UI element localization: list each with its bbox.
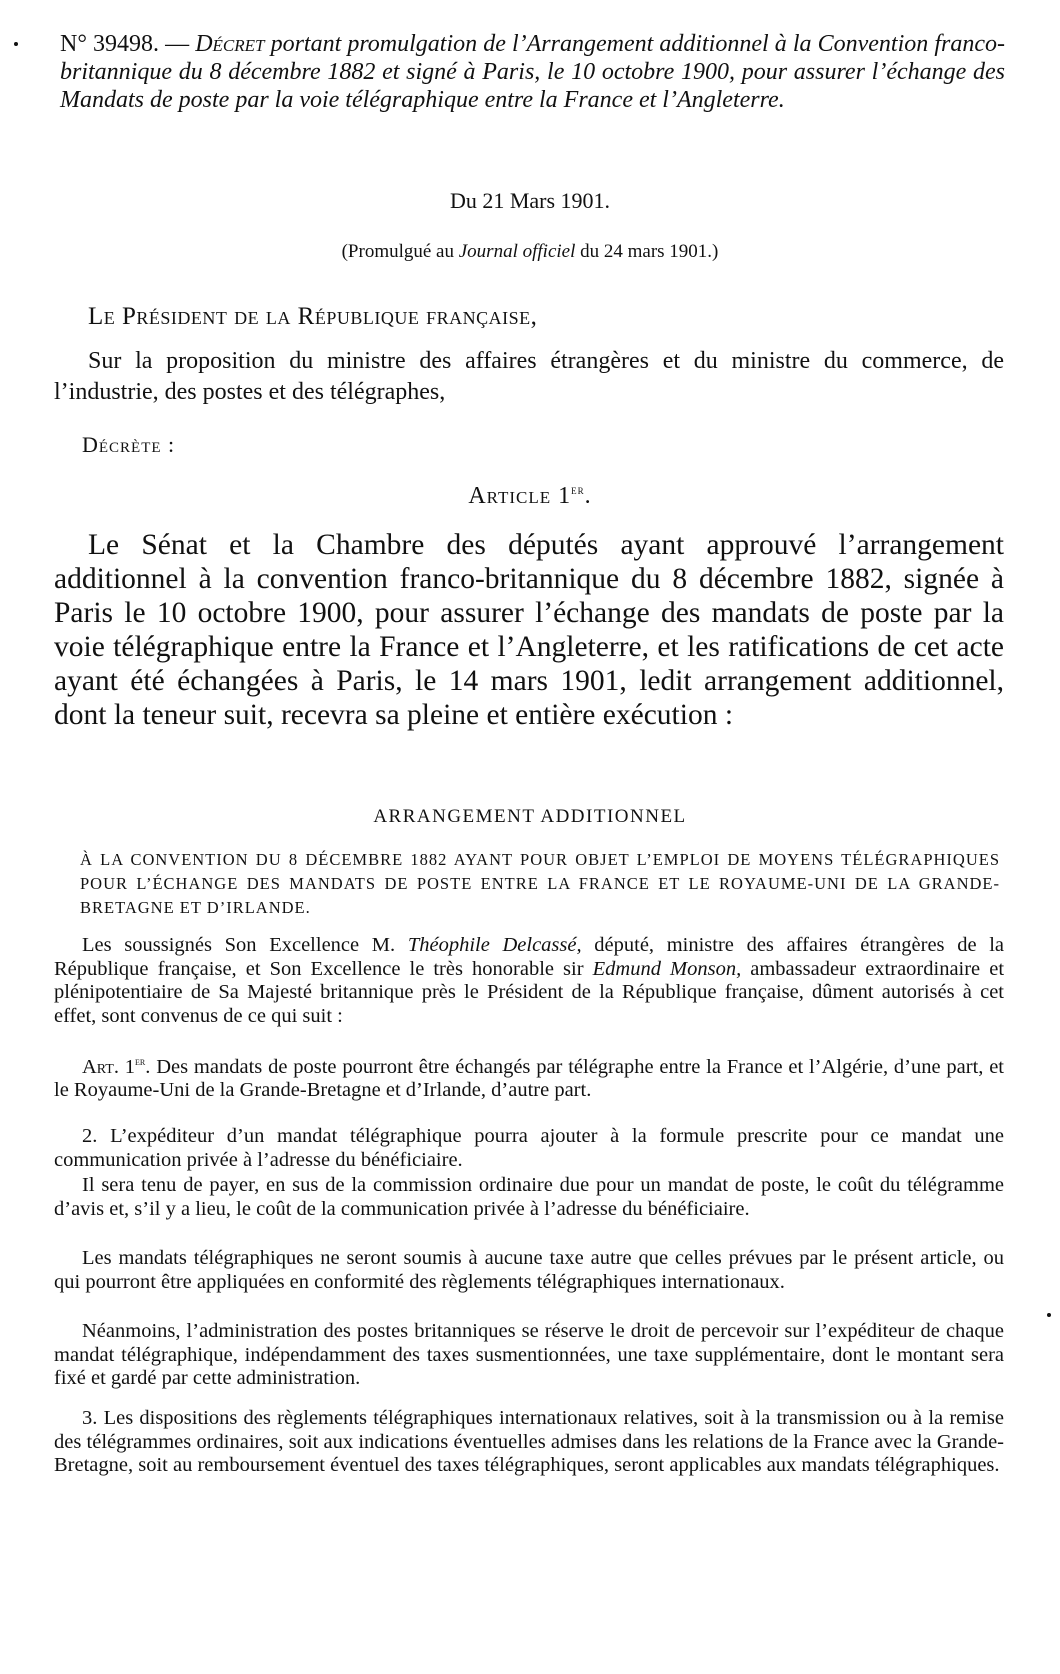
- article-1-body: Le Sénat et la Chambre des députés ayant approuvé l’arrangement additionnel à la convention franco-britannique du 8 décembre 1882, signée à Paris le 10 octobre 1900, pour assurer l’échange des mandats de poste par la voie télégraphique entre la France et l’Angleterre, et les ratifications de cet acte ayant été échangées à Paris, le 14 mars 1901, ledit arrangement additionnel, dont la teneur suit, recevra sa pleine et entière exécution :: [54, 529, 1004, 731]
- art-2-paragraph-4: Néanmoins, l’administration des postes britanniques se réserve le droit de percevoir sur l’expéditeur de chaque mandat télégraphique, indépendamment des taxes susmentionnées, une taxe supplémentaire, dont le montant sera fixé et gardé par cette administration.: [54, 1320, 1004, 1389]
- decree-heading: [60, 30, 1005, 114]
- promulgation-suffix: du 24 mars 1901.): [580, 241, 719, 262]
- article-1-end: .: [584, 483, 592, 509]
- art-2-paragraph-1: 2. L’expéditeur d’un mandat télégraphique pourra ajouter à la formule prescrite pour ce mandat une communication privée à l’adresse du bénéficiaire.: [54, 1125, 1004, 1171]
- proposal-paragraph: Sur la proposition du ministre des affaires étrangères et du ministre du commerce, de l’industrie, des postes et des télégraphes,: [54, 348, 1004, 405]
- decrete-label: Décrète :: [82, 432, 176, 457]
- promulgation-prefix: (Promulgué au: [341, 241, 454, 262]
- art-1-text: Des mandats de poste pourront être échangés par télégraphe entre la France et l’Algérie, d’une part, et le Royaume-Uni de la Grande-Bretagne et d’Irlande, d’autre part.: [54, 1055, 1005, 1102]
- art-2-paragraph-3: Les mandats télégraphiques ne seront soumis à aucune taxe autre que celles prévues par le présent article, ou qui pourront être appliquées en conformité des règlements télégraphiques internationaux.: [54, 1247, 1004, 1293]
- article-1-title: [0, 482, 1060, 510]
- arrangement-subtitle: À LA CONVENTION DU 8 DÉCEMBRE 1882 AYANT POUR OBJET L’EMPLOI DE MOYENS TÉLÉGRAPHIQUES POUR L’ÉCHANGE DES MANDATS DE POSTE ENTRE LA FRANCE ET LE ROYAUME-UNI DE LA GRANDE-BRETAGNE ET D’IRLANDE.: [80, 850, 1000, 917]
- promulgation-note: [0, 241, 1060, 263]
- signatories-part2: député, ministre des affaires étrangères de la République française, et Son Excellence le très honorable sir: [54, 934, 1005, 980]
- decree-title-text: portant promulgation de l’Arrangement additionnel à la Convention franco-britannique du 8 décembre 1882 et signé à Paris, le 10 octobre 1900, pour assurer l’échange des Mandats de poste par la voie télégraphique entre la France et l’Angleterre.: [60, 31, 1005, 113]
- decree-number: N° 39498. —: [60, 31, 190, 57]
- art-1-label: Art. 1er.: [82, 1054, 151, 1078]
- signatory-name-1: Théophile Delcassé,: [407, 934, 582, 956]
- signatory-name-2: Edmund Monson,: [592, 957, 742, 980]
- signatories-part3: ambassadeur extraordinaire et plénipotentiaire de Sa Majesté britannique près le Président de la République française, dûment autorisés à cet effet, sont convenus de ce qui suit :: [54, 957, 1005, 1027]
- margin-dot: [1047, 1313, 1051, 1317]
- decree-date: Du 21 Mars 1901.: [449, 188, 611, 213]
- article-1-sup: er: [571, 482, 585, 497]
- arrangement-title: ARRANGEMENT ADDITIONNEL: [373, 806, 687, 827]
- art-3-paragraph: 3. Les dispositions des règlements télégraphiques internationaux relatives, soit à la transmission ou à la remise des télégrammes ordinaires, soit aux indications éventuelles admises dans les relations de la France avec la Grande-Bretagne, soit au remboursement éventuel des taxes télégraphiques, seront applicables aux mandats télégraphiques.: [54, 1407, 1004, 1476]
- decree-word: Décret: [195, 31, 265, 57]
- margin-dot: [14, 42, 18, 46]
- article-1-label: Article 1: [468, 483, 572, 509]
- signatories-part1: Les soussignés Son Excellence M.: [82, 934, 396, 956]
- art-2-paragraph-2: Il sera tenu de payer, en sus de la commission ordinaire due pour un mandat de poste, le coût du télégramme d’avis et, s’il y a lieu, le coût de la communication privée à l’adresse du bénéficiaire.: [54, 1174, 1004, 1220]
- president-title: Le Président de la République française,: [88, 303, 538, 330]
- journal-name: Journal officiel: [458, 241, 576, 262]
- signatories-paragraph: [54, 934, 1004, 1028]
- article-1-clause: [54, 1050, 1004, 1103]
